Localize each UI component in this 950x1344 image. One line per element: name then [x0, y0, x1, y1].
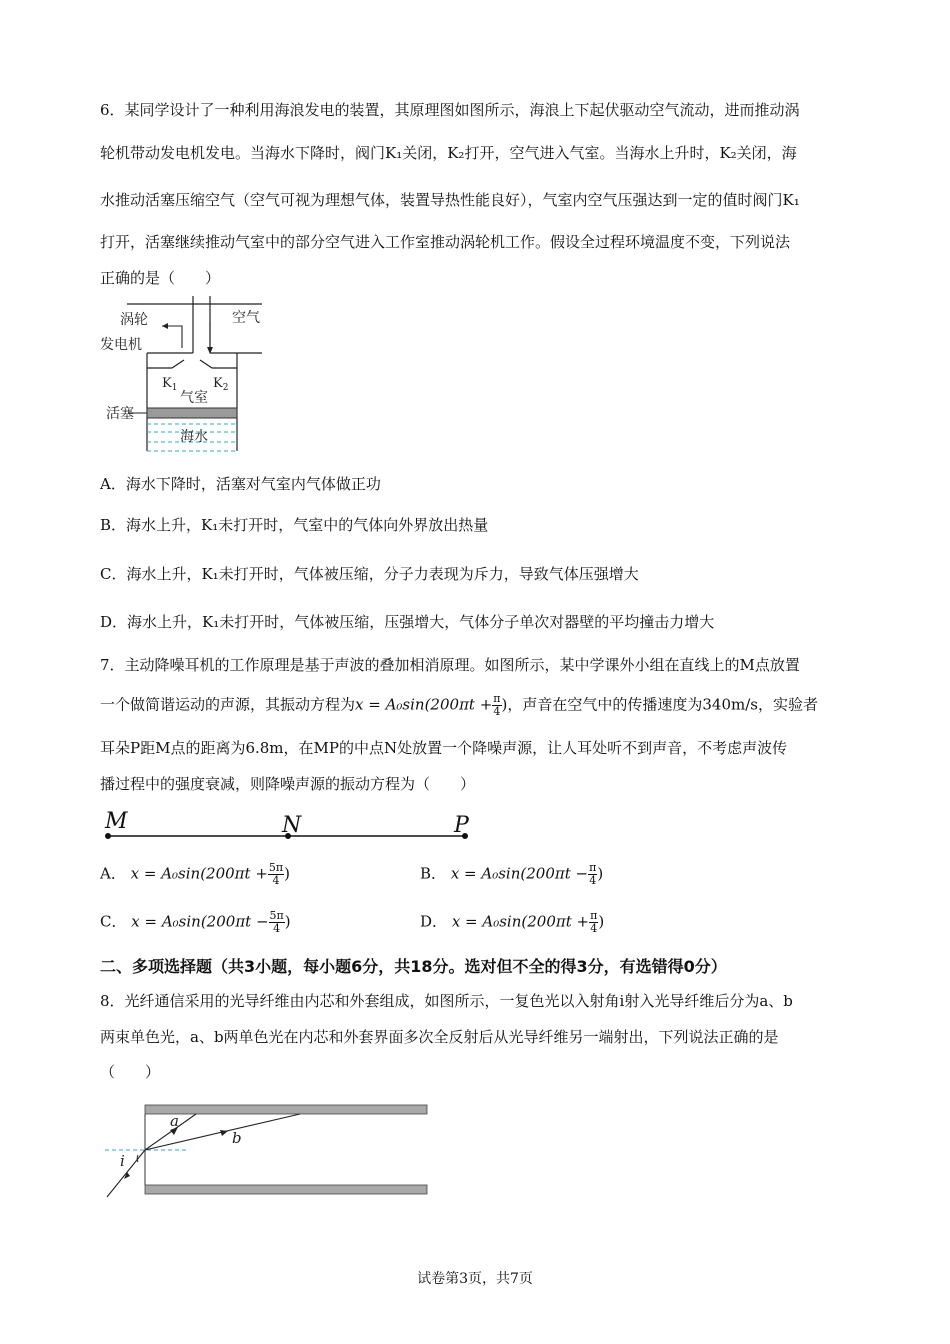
point-m-label: M [105, 809, 128, 834]
q6-option-d[interactable]: D．海水上升，K₁未打开时，气体被压缩，压强增大，气体分子单次对器壁的平均撞击力增大 [100, 613, 715, 631]
q7-option-a[interactable] [100, 862, 290, 887]
option-equation: x = A₀sin(200πt − [450, 864, 589, 883]
q8-line-3: （ ） [100, 1063, 161, 1081]
option-equation: x = A₀sin(200πt + [130, 864, 268, 883]
k1-label: K [162, 376, 172, 391]
option-tail: ) [284, 912, 291, 931]
q8-line-2: 两束单色光，a、b两单色光在内芯和外套界面多次全反射后从光导纤维另一端射出，下列说法正确的是 [100, 1028, 779, 1046]
q7-line-4: 播过程中的强度衰减，则降噪声源的振动方程为（ ） [100, 775, 476, 793]
q7-line-1: 7．主动降噪耳机的工作原理是基于声波的叠加相消原理。如图所示，某中学课外小组在直线上的M点放置 [100, 656, 800, 674]
q7-line-3: 耳朵P距M点的距离为6.8m，在MP的中点N处放置一个降噪声源，让人耳处听不到声音，不考虑声波传 [100, 739, 788, 757]
turbine-label: 涡轮 [120, 312, 148, 328]
q6-option-a[interactable]: A．海水下降时，活塞对气室内气体做正功 [100, 475, 381, 493]
option-tail: ) [597, 864, 604, 883]
option-tail: ) [598, 912, 605, 931]
option-label: C． [100, 912, 127, 931]
option-label: D． [420, 912, 448, 931]
fraction-numerator: 5π [269, 909, 284, 922]
q7-option-b[interactable] [420, 862, 603, 887]
fraction-numerator: π [590, 909, 598, 922]
q6-line-4: 打开，活塞继续推动气室中的部分空气进入工作室推动涡轮机工作。假设全过程环境温度不变，下列说法 [100, 233, 791, 251]
q6-option-b[interactable]: B．海水上升，K₁未打开时，气室中的气体向外界放出热量 [100, 516, 489, 534]
q6-option-c[interactable]: C．海水上升，K₁未打开时，气体被压缩，分子力表现为斥力，导致气体压强增大 [100, 565, 639, 583]
fraction-denominator: 4 [272, 874, 280, 887]
piston-label: 活塞 [106, 406, 134, 422]
q7-line-2-text: 一个做简谐运动的声源，其振动方程为 [100, 695, 356, 714]
k2-subscript: 2 [222, 383, 229, 393]
fraction-numerator: π [493, 692, 501, 705]
q7-option-c[interactable] [100, 910, 291, 935]
k2-label: K [213, 376, 223, 391]
q7-source-equation: x = A₀sin(200πt + [355, 695, 493, 714]
air-label: 空气 [232, 310, 260, 326]
mnp-line-diagram [100, 808, 480, 842]
seawater-label: 海水 [180, 429, 208, 445]
option-tail: ) [284, 864, 290, 883]
optical-fiber-diagram [100, 1100, 430, 1202]
option-equation: x = A₀sin(200πt − [131, 912, 269, 931]
q7-source-fraction [492, 693, 501, 718]
q7-option-d[interactable] [420, 910, 604, 935]
page-footer: 试卷第3页，共7页 [417, 1271, 533, 1287]
option-fraction [589, 910, 598, 935]
chamber-label: 气室 [180, 390, 208, 406]
q8-line-1: 8．光纤通信采用的光导纤维由内芯和外套组成，如图所示，一复色光以入射角i射入光导纤维后分为a、b [100, 992, 793, 1010]
wave-power-diagram [100, 296, 280, 462]
option-equation: x = A₀sin(200πt + [451, 912, 590, 931]
fraction-denominator: 4 [273, 922, 281, 935]
q6-line-3: 水推动活塞压缩空气（空气可视为理想气体，装置导热性能良好），气室内空气压强达到一定的值时阀门K₁ [100, 191, 800, 209]
q6-line-2: 轮机带动发电机发电。当海水下降时，阀门K₁关闭，K₂打开，空气进入气室。当海水上升时，K₂关闭，海 [100, 144, 797, 162]
svg-text:K2 [213, 376, 228, 393]
option-fraction [268, 862, 284, 887]
point-p-label: P [454, 813, 469, 838]
option-label: B． [420, 864, 447, 883]
q6-line-5: 正确的是（ ） [100, 269, 221, 287]
option-fraction [588, 862, 597, 887]
point-n-label: N [282, 813, 302, 838]
option-fraction [269, 910, 285, 935]
generator-label: 发电机 [100, 337, 142, 353]
incidence-angle-label: i [120, 1152, 125, 1170]
ray-a-label: a [170, 1112, 179, 1130]
q6-line-1: 6．某同学设计了一种利用海浪发电的装置，其原理图如图所示，海浪上下起伏驱动空气流动，进而推动涡 [100, 101, 800, 119]
fraction-denominator: 4 [589, 874, 597, 887]
ray-b-label: b [232, 1129, 242, 1147]
fraction-denominator: 4 [590, 922, 598, 935]
option-label: A． [100, 864, 126, 883]
fraction-numerator: π [589, 861, 597, 874]
fraction-denominator: 4 [493, 705, 501, 718]
k1-subscript: 1 [171, 383, 178, 393]
fraction-numerator: 5π [268, 861, 284, 874]
q7-line-2-tail: )，声音在空气中的传播速度为340m/s，实验者 [501, 695, 818, 714]
q7-line-2 [100, 693, 860, 718]
svg-text:K1 [162, 376, 177, 393]
section-heading: 二、多项选择题（共3小题，每小题6分，共18分。选对但不全的得3分，有选错得0分） [100, 957, 727, 976]
